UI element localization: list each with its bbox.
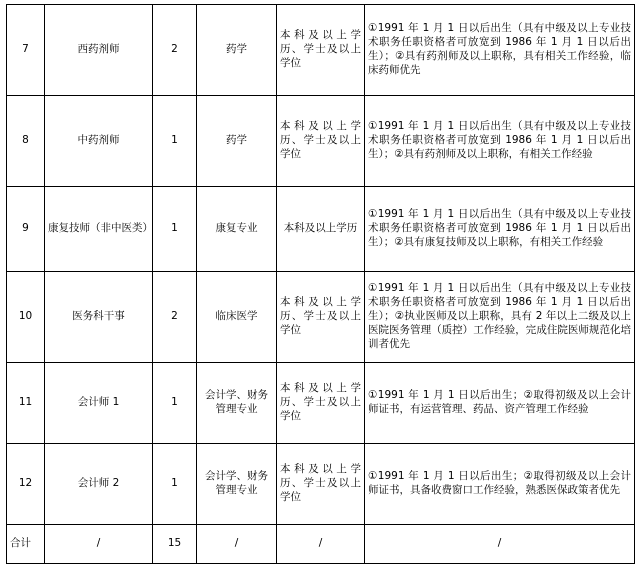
summary-major: / bbox=[197, 525, 277, 564]
row-index: 12 bbox=[7, 444, 45, 525]
row-index: 10 bbox=[7, 272, 45, 363]
row-requirements: ①1991 年 1 月 1 日以后出生（具有中级及以上专业技术职务任职资格者可放宽到 1986 年 1 月 1 日以后出生）；②具有药剂师及以上职称，有相关工作经验 bbox=[365, 96, 635, 187]
table-row bbox=[7, 272, 635, 363]
row-index: 9 bbox=[7, 187, 45, 272]
row-headcount: 2 bbox=[153, 5, 197, 96]
row-education: 本科及以上学历、学士及以上学位 bbox=[277, 444, 365, 525]
row-index: 7 bbox=[7, 5, 45, 96]
summary-headcount: 15 bbox=[153, 525, 197, 564]
table-row bbox=[7, 96, 635, 187]
row-education: 本科及以上学历、学士及以上学位 bbox=[277, 363, 365, 444]
row-post-name: 会计师 1 bbox=[45, 363, 153, 444]
table-row bbox=[7, 363, 635, 444]
row-requirements: ①1991 年 1 月 1 日以后出生（具有中级及以上专业技术职务任职资格者可放宽到 1986 年 1 月 1 日以后出生）；②执业医师及以上职称，具有 2 年以上二级及以上医院医务管理（质控）工作经验，完成住院医师规范化培训者优先 bbox=[365, 272, 635, 363]
row-headcount: 1 bbox=[153, 96, 197, 187]
row-requirements: ①1991 年 1 月 1 日以后出生（具有中级及以上专业技术职务任职资格者可放宽到 1986 年 1 月 1 日以后出生）；②具有康复技师及以上职称，有相关工作经验 bbox=[365, 187, 635, 272]
summary-education: / bbox=[277, 525, 365, 564]
row-education: 本科及以上学历、学士及以上学位 bbox=[277, 272, 365, 363]
row-index: 11 bbox=[7, 363, 45, 444]
table-summary-row bbox=[7, 525, 635, 564]
summary-post: / bbox=[45, 525, 153, 564]
summary-requirements: / bbox=[365, 525, 635, 564]
summary-label: 合计 bbox=[7, 525, 45, 564]
row-post-name: 西药剂师 bbox=[45, 5, 153, 96]
row-post-name: 康复技师（非中医类） bbox=[45, 187, 153, 272]
row-post-name: 医务科干事 bbox=[45, 272, 153, 363]
table-row bbox=[7, 5, 635, 96]
row-education: 本科及以上学历、学士及以上学位 bbox=[277, 96, 365, 187]
recruitment-table bbox=[6, 4, 635, 564]
row-headcount: 1 bbox=[153, 444, 197, 525]
row-education: 本科及以上学历 bbox=[277, 187, 365, 272]
row-index: 8 bbox=[7, 96, 45, 187]
row-major: 康复专业 bbox=[197, 187, 277, 272]
row-major: 药学 bbox=[197, 5, 277, 96]
row-education: 本科及以上学历、学士及以上学位 bbox=[277, 5, 365, 96]
row-major: 会计学、财务管理专业 bbox=[197, 444, 277, 525]
row-requirements: ①1991 年 1 月 1 日以后出生；②取得初级及以上会计师证书，具备收费窗口工作经验，熟悉医保政策者优先 bbox=[365, 444, 635, 525]
row-post-name: 中药剂师 bbox=[45, 96, 153, 187]
table-row bbox=[7, 444, 635, 525]
table-row bbox=[7, 187, 635, 272]
row-requirements: ①1991 年 1 月 1 日以后出生；②取得初级及以上会计师证书，有运营管理、药品、资产管理工作经验 bbox=[365, 363, 635, 444]
row-major: 会计学、财务管理专业 bbox=[197, 363, 277, 444]
row-headcount: 2 bbox=[153, 272, 197, 363]
row-headcount: 1 bbox=[153, 187, 197, 272]
row-major: 药学 bbox=[197, 96, 277, 187]
row-post-name: 会计师 2 bbox=[45, 444, 153, 525]
row-requirements: ①1991 年 1 月 1 日以后出生（具有中级及以上专业技术职务任职资格者可放宽到 1986 年 1 月 1 日以后出生）；②具有药剂师及以上职称，具有相关工作经验，临床药师优先 bbox=[365, 5, 635, 96]
row-major: 临床医学 bbox=[197, 272, 277, 363]
row-headcount: 1 bbox=[153, 363, 197, 444]
